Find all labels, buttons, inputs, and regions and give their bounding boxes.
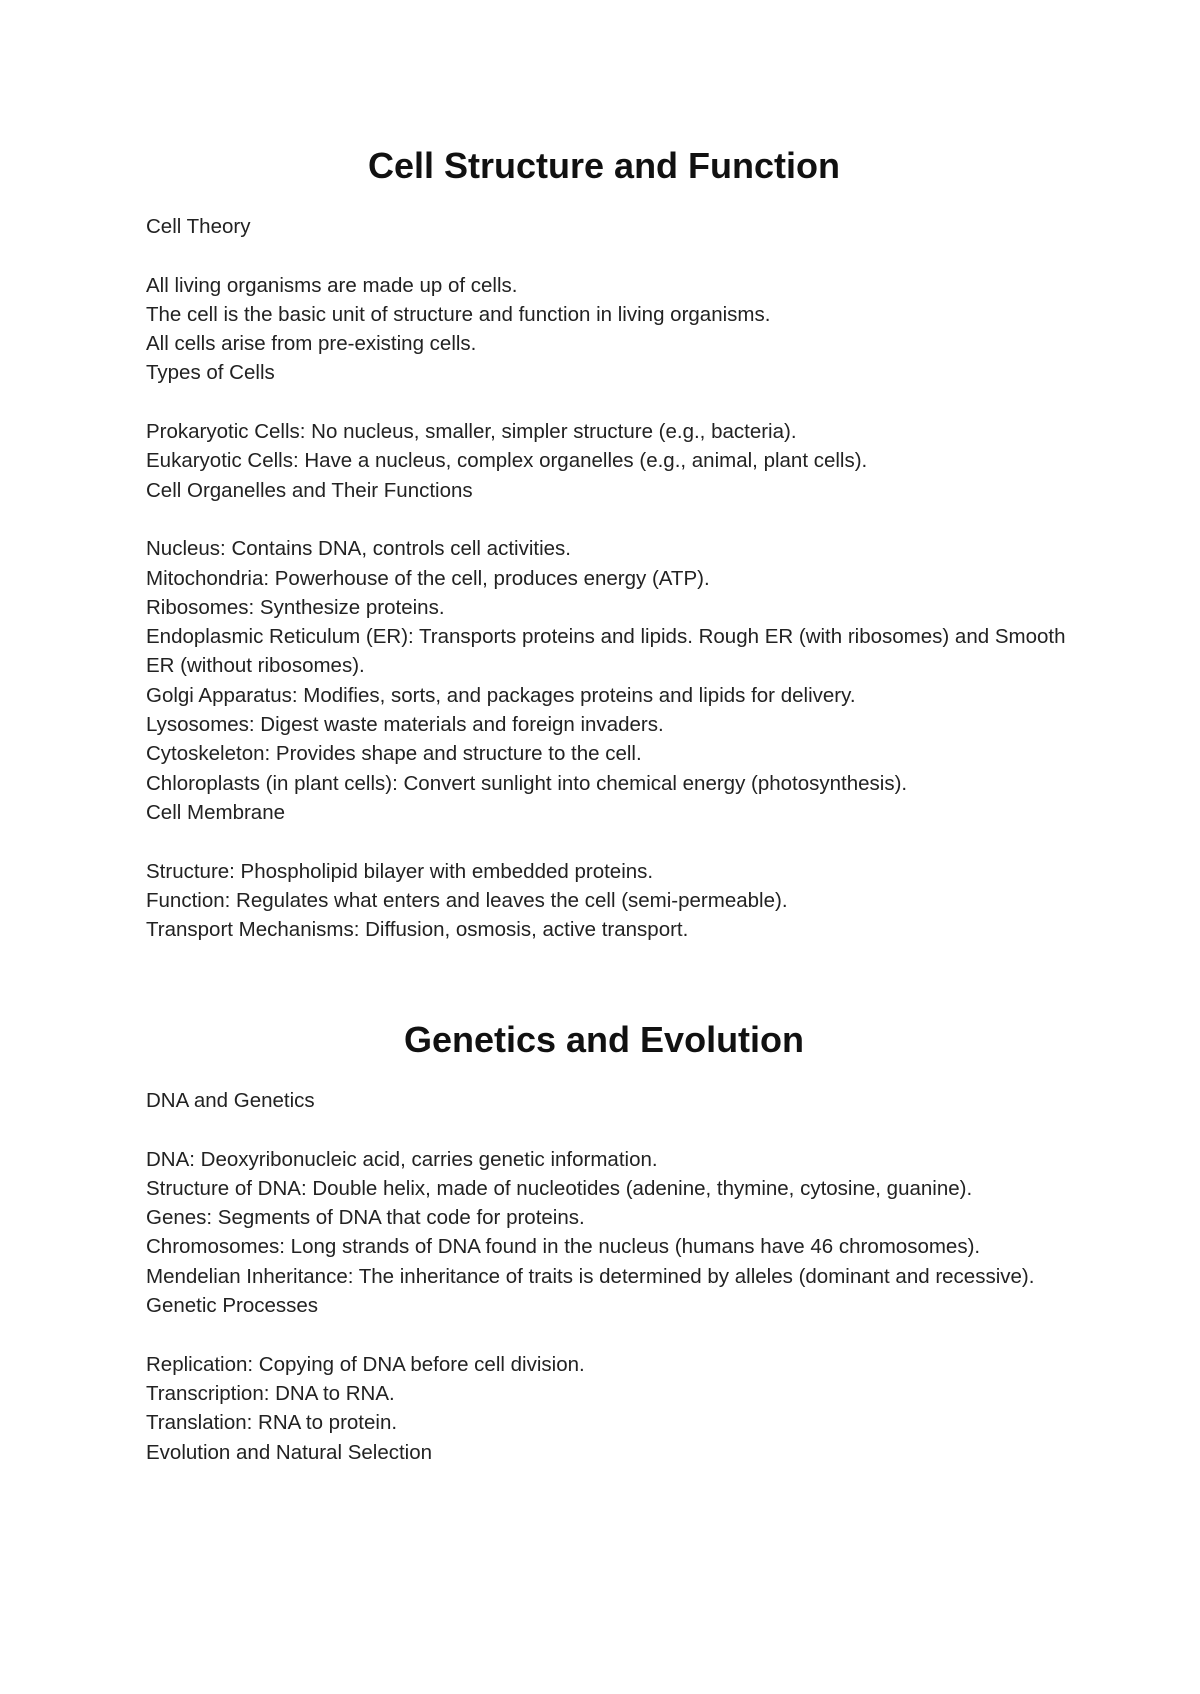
- section-body: [146, 1086, 1066, 1467]
- paragraph-gap: [146, 1320, 1066, 1349]
- subheading-cell-theory: Cell Theory: [146, 215, 251, 238]
- list-line: The cell is the basic unit of structure and function in living organisms.: [146, 302, 771, 326]
- list-line: Replication: Copying of DNA before cell division.: [146, 1352, 585, 1376]
- paragraph-gap: [146, 505, 1066, 534]
- paragraph-gap: [146, 241, 1066, 270]
- list-line: DNA: Deoxyribonucleic acid, carries genetic information.: [146, 1147, 658, 1171]
- section-title: Genetics and Evolution: [403, 1019, 805, 1060]
- list-line: Mitochondria: Powerhouse of the cell, produces energy (ATP).: [146, 566, 710, 590]
- section-title: Cell Structure and Function: [367, 145, 841, 186]
- list-line: Chloroplasts (in plant cells): Convert sunlight into chemical energy (photosynthesis).: [146, 771, 908, 795]
- section-body: [146, 212, 1066, 944]
- list-line: Transcription: DNA to RNA.: [146, 1381, 395, 1405]
- list-line: Cytoskeleton: Provides shape and structure to the cell.: [146, 742, 642, 766]
- list-line: Endoplasmic Reticulum (ER): Transports proteins and lipids. Rough ER (with ribosomes) and Smooth ER (without ribosomes).: [146, 625, 1066, 678]
- list-line: All living organisms are made up of cells.: [146, 273, 518, 297]
- list-line: Mendelian Inheritance: The inheritance of traits is determined by alleles (dominant and recessive).: [146, 1264, 1035, 1288]
- subheading-cell-organelles: Cell Organelles and Their Functions: [146, 478, 473, 502]
- list-line: Structure: Phospholipid bilayer with embedded proteins.: [146, 859, 654, 883]
- list-line: Golgi Apparatus: Modifies, sorts, and packages proteins and lipids for delivery.: [146, 683, 856, 707]
- list-line: Structure of DNA: Double helix, made of nucleotides (adenine, thymine, cytosine, guanine).: [146, 1176, 973, 1200]
- list-line: Chromosomes: Long strands of DNA found in the nucleus (humans have 46 chromosomes).: [146, 1235, 981, 1259]
- subheading-cell-membrane: Cell Membrane: [146, 800, 285, 824]
- list-line: Eukaryotic Cells: Have a nucleus, complex organelles (e.g., animal, plant cells).: [146, 449, 868, 473]
- list-line: Translation: RNA to protein.: [146, 1411, 398, 1435]
- list-line: Prokaryotic Cells: No nucleus, smaller, simpler structure (e.g., bacteria).: [146, 420, 797, 444]
- subheading-types-of-cells: Types of Cells: [146, 361, 275, 385]
- paragraph-gap: [146, 827, 1066, 856]
- subheading-dna-genetics: DNA and Genetics: [146, 1089, 315, 1112]
- section-genetics-evolution: [146, 1018, 1066, 1467]
- list-line: Transport Mechanisms: Diffusion, osmosis, active transport.: [146, 918, 689, 942]
- list-line: All cells arise from pre-existing cells.: [146, 332, 477, 356]
- list-line: Function: Regulates what enters and leaves the cell (semi-permeable).: [146, 888, 788, 912]
- paragraph-gap: [146, 1115, 1066, 1144]
- list-line: Ribosomes: Synthesize proteins.: [146, 595, 445, 619]
- section-cell-structure: [146, 144, 1066, 944]
- paragraph-gap: [146, 388, 1066, 417]
- subheading-genetic-processes: Genetic Processes: [146, 1294, 319, 1318]
- subheading-evolution-natural-selection: Evolution and Natural Selection: [146, 1440, 433, 1464]
- list-line: Genes: Segments of DNA that code for proteins.: [146, 1206, 585, 1230]
- list-line: Lysosomes: Digest waste materials and foreign invaders.: [146, 713, 664, 737]
- list-line: Nucleus: Contains DNA, controls cell activities.: [146, 537, 571, 561]
